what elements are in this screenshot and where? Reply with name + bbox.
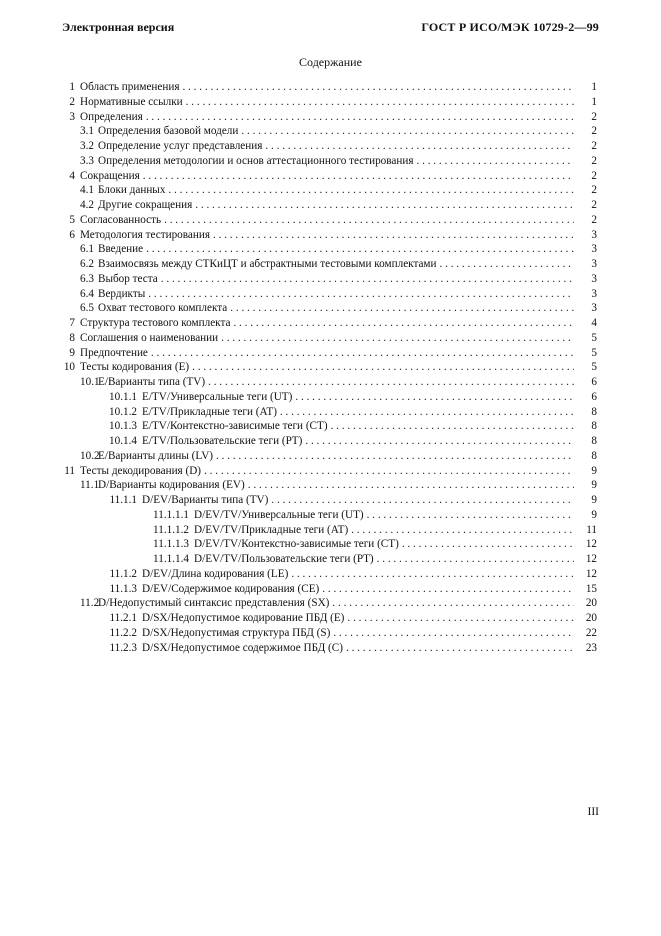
toc-entry-page: 6 [591, 376, 597, 388]
toc-entry[interactable] [62, 169, 597, 184]
toc-entry-page: 2 [591, 213, 597, 226]
toc-entry-page: 3 [591, 258, 597, 270]
toc-entry-page: 11 [586, 523, 597, 536]
toc-dot-leader [146, 242, 574, 257]
toc-entry-number: 11.2.2 [109, 626, 137, 639]
toc-entry-label: D/EV/TV/Пользовательские теги (PT) [194, 553, 374, 565]
toc-dot-leader [143, 169, 574, 184]
toc-dot-leader [168, 183, 574, 198]
toc-dot-leader [161, 272, 574, 287]
toc-entry[interactable] [62, 478, 597, 493]
toc-dot-leader [265, 139, 574, 154]
toc-entry-number: 11.2.1 [109, 612, 137, 624]
toc-entry-label: Вердикты [98, 287, 146, 300]
toc-entry-number: 11.2 [80, 597, 100, 610]
toc-entry-number: 10 [63, 361, 75, 374]
toc-entry-page: 2 [591, 125, 597, 138]
toc-entry-label: Область применения [80, 81, 180, 93]
toc-entry-page: 3 [591, 228, 597, 241]
toc-entry-number: 10.1.2 [109, 405, 137, 418]
toc-entry[interactable] [62, 405, 597, 420]
toc-dot-leader [204, 464, 574, 479]
toc-entry-number: 1 [69, 81, 75, 93]
toc-dot-leader [208, 375, 574, 390]
toc-entry-label: Предпочтение [80, 346, 148, 359]
table-of-contents [62, 80, 597, 655]
toc-entry-label: D/EV/TV/Прикладные теги (AT) [194, 523, 349, 536]
toc-entry-page: 9 [591, 479, 597, 492]
toc-entry-number: 7 [69, 317, 75, 329]
toc-entry-label: D/EV/Варианты типа (TV) [142, 494, 269, 506]
toc-dot-leader [417, 154, 575, 169]
toc-entry[interactable] [62, 80, 597, 95]
toc-entry-page: 23 [585, 641, 597, 654]
toc-entry-label: E/TV/Универсальные теги (UT) [142, 390, 293, 403]
toc-entry[interactable] [62, 596, 597, 611]
toc-dot-leader [192, 360, 574, 375]
toc-entry-label: E/Варианты типа (TV) [98, 376, 206, 388]
toc-entry[interactable] [62, 419, 597, 434]
toc-entry-label: Соглашения о наименовании [80, 331, 219, 344]
toc-entry-label: Нормативные ссылки [80, 95, 183, 108]
toc-entry[interactable] [62, 331, 597, 346]
toc-dot-leader [346, 641, 574, 656]
toc-entry-page: 6 [591, 390, 597, 403]
toc-entry-label: Введение [98, 243, 144, 256]
toc-entry-label: E/TV/Контекстно-зависимые теги (CT) [142, 420, 328, 433]
toc-entry[interactable] [62, 626, 597, 641]
toc-entry-number: 11.1 [80, 479, 100, 492]
toc-entry-page: 9 [591, 464, 597, 477]
toc-entry-page: 20 [585, 597, 597, 610]
toc-dot-leader [148, 287, 574, 302]
toc-dot-leader [213, 228, 574, 243]
toc-entry-number: 4.1 [80, 184, 94, 197]
toc-entry-page: 4 [591, 317, 597, 329]
toc-entry[interactable] [62, 183, 597, 198]
toc-entry-page: 8 [591, 405, 597, 418]
toc-entry-page: 2 [591, 169, 597, 182]
toc-dot-leader [351, 523, 574, 538]
toc-entry[interactable] [62, 611, 597, 626]
toc-entry-number: 6.3 [80, 272, 94, 285]
toc-dot-leader [186, 95, 574, 110]
toc-dot-leader [195, 198, 574, 213]
toc-entry[interactable] [62, 110, 597, 125]
toc-entry-label: Определения методологии и основ аттестационного тестирования [98, 154, 414, 167]
toc-entry-label: Методология тестирования [80, 228, 210, 241]
toc-entry-number: 6.5 [80, 302, 94, 315]
toc-dot-leader [182, 80, 574, 95]
toc-entry-label: D/SX/Недопустимое содержимое ПБД (С) [142, 641, 343, 654]
toc-entry-number: 11.1.1.3 [153, 538, 189, 551]
toc-entry-label: Блоки данных [98, 184, 166, 197]
toc-entry[interactable] [62, 464, 597, 479]
toc-entry[interactable] [62, 346, 597, 361]
toc-entry-label: E/TV/Пользовательские теги (PT) [142, 435, 303, 447]
toc-entry-label: D/EV/Содержимое кодирования (CE) [142, 582, 320, 595]
toc-entry[interactable] [62, 523, 597, 538]
toc-dot-leader [331, 419, 574, 434]
toc-entry-page: 2 [591, 154, 597, 167]
toc-entry-page: 1 [591, 81, 597, 93]
toc-entry[interactable] [62, 375, 597, 390]
header-standard-code: ГОСТ Р ИСО/МЭК 10729-2—99 [421, 20, 599, 34]
toc-entry-label: Выбор теста [98, 272, 158, 285]
toc-dot-leader [233, 316, 574, 331]
toc-entry-label: Сокращения [80, 169, 140, 182]
toc-entry-page: 1 [591, 95, 597, 108]
toc-entry-number: 8 [69, 331, 75, 344]
toc-entry-page: 15 [585, 582, 597, 595]
toc-entry-label: D/EV/TV/Универсальные теги (UT) [194, 508, 364, 521]
toc-entry-number: 2 [69, 95, 75, 108]
toc-entry-label: D/SX/Недопустимая структура ПБД (S) [142, 626, 331, 639]
toc-entry[interactable] [62, 316, 597, 331]
toc-dot-leader [322, 582, 574, 597]
toc-entry[interactable] [62, 360, 597, 375]
toc-entry-number: 3 [69, 110, 75, 123]
toc-entry[interactable] [62, 95, 597, 110]
toc-entry[interactable] [62, 567, 597, 582]
header-edition-label: Электронная версия [62, 20, 175, 34]
toc-dot-leader [230, 301, 574, 316]
toc-entry-number: 11.1.1 [109, 494, 137, 506]
toc-entry-label: Определение услуг представления [98, 140, 263, 152]
toc-dot-leader [295, 390, 574, 405]
toc-dot-leader [402, 537, 574, 552]
toc-entry-label: Согласованность [80, 213, 162, 226]
page-number: III [587, 806, 599, 818]
toc-entry-page: 2 [591, 199, 597, 211]
toc-dot-leader [216, 449, 574, 464]
toc-entry-page: 12 [585, 538, 597, 551]
toc-dot-leader [332, 596, 574, 611]
toc-dot-leader [305, 434, 574, 449]
toc-entry-number: 6.1 [80, 243, 94, 256]
toc-entry-page: 8 [591, 449, 597, 462]
toc-dot-leader [146, 110, 574, 125]
toc-entry-page: 2 [591, 110, 597, 123]
toc-entry-page: 3 [591, 287, 597, 300]
toc-entry-number: 9 [69, 346, 75, 359]
toc-dot-leader [333, 626, 574, 641]
toc-dot-leader [151, 346, 574, 361]
toc-entry[interactable] [62, 449, 597, 464]
toc-entry[interactable] [62, 434, 597, 449]
toc-entry-number: 11.1.1.2 [153, 523, 189, 536]
toc-entry-number: 3.2 [80, 140, 94, 152]
toc-entry[interactable] [62, 154, 597, 169]
toc-entry-page: 9 [591, 508, 597, 521]
toc-entry[interactable] [62, 242, 597, 257]
toc-dot-leader [377, 552, 574, 567]
toc-entry[interactable] [62, 537, 597, 552]
toc-entry-number: 5 [69, 213, 75, 226]
toc-dot-leader [440, 257, 574, 272]
toc-dot-leader [241, 124, 574, 139]
toc-entry-page: 9 [591, 494, 597, 506]
toc-dot-leader [291, 567, 574, 582]
toc-entry-page: 2 [591, 184, 597, 197]
toc-entry-label: D/EV/TV/Контекстно-зависимые теги (CT) [194, 538, 399, 551]
toc-entry[interactable] [62, 493, 597, 508]
toc-entry-label: D/Недопустимый синтаксис представления (SX) [98, 597, 330, 610]
toc-entry-number: 6.2 [80, 258, 94, 270]
toc-entry-number: 10.2 [80, 449, 100, 462]
toc-dot-leader [367, 508, 574, 523]
toc-entry-number: 10.1 [80, 376, 100, 388]
toc-entry[interactable] [62, 272, 597, 287]
toc-entry-page: 20 [585, 612, 597, 624]
toc-entry-label: Определения базовой модели [98, 125, 239, 138]
toc-entry-page: 12 [585, 567, 597, 580]
toc-entry-number: 6 [69, 228, 75, 241]
toc-entry-page: 5 [591, 346, 597, 359]
toc-entry[interactable] [62, 582, 597, 597]
toc-dot-leader [347, 611, 574, 626]
toc-entry[interactable] [62, 139, 597, 154]
toc-entry[interactable] [62, 390, 597, 405]
toc-entry[interactable] [62, 213, 597, 228]
toc-entry-page: 3 [591, 302, 597, 315]
toc-entry-number: 11 [64, 464, 75, 477]
toc-entry[interactable] [62, 508, 597, 523]
toc-entry-number: 3.3 [80, 154, 94, 167]
toc-dot-leader [248, 478, 574, 493]
toc-entry-page: 5 [591, 331, 597, 344]
toc-entry[interactable] [62, 228, 597, 243]
toc-entry-number: 11.1.3 [109, 582, 137, 595]
toc-title: Содержание [299, 55, 362, 69]
toc-entry-number: 6.4 [80, 287, 94, 300]
toc-entry-label: D/EV/Длина кодирования (LE) [142, 567, 289, 580]
toc-entry-number: 4 [69, 169, 75, 182]
toc-entry-page: 12 [585, 553, 597, 565]
toc-entry-page: 2 [591, 140, 597, 152]
toc-entry-number: 11.2.3 [109, 641, 137, 654]
toc-entry-number: 11.1.2 [109, 567, 137, 580]
toc-entry[interactable] [62, 124, 597, 139]
toc-entry-number: 11.1.1.4 [153, 553, 189, 565]
toc-entry-page: 3 [591, 272, 597, 285]
toc-entry-number: 10.1.3 [109, 420, 137, 433]
toc-entry[interactable] [62, 257, 597, 272]
toc-entry-number: 11.1.1.1 [153, 508, 189, 521]
toc-entry[interactable] [62, 641, 597, 656]
toc-entry-page: 5 [591, 361, 597, 374]
toc-entry-label: Определения [80, 110, 143, 123]
toc-entry-label: Тесты декодирования (D) [80, 464, 202, 477]
toc-entry-page: 22 [585, 626, 597, 639]
toc-entry-number: 3.1 [80, 125, 94, 138]
toc-entry-label: D/SX/Недопустимое кодирование ПБД (Е) [142, 612, 345, 624]
toc-dot-leader [280, 405, 574, 420]
toc-entry-label: E/Варианты длины (LV) [98, 449, 214, 462]
toc-dot-leader [164, 213, 574, 228]
toc-entry[interactable] [62, 552, 597, 567]
toc-entry-label: Другие сокращения [98, 199, 193, 211]
toc-entry-page: 3 [591, 243, 597, 256]
toc-entry-label: Тесты кодирования (Е) [80, 361, 190, 374]
toc-entry-number: 4.2 [80, 199, 94, 211]
toc-entry-number: 10.1.1 [109, 390, 137, 403]
toc-entry-label: Охват тестового комплекта [98, 302, 228, 315]
toc-entry-number: 10.1.4 [109, 435, 137, 447]
toc-entry-label: D/Варианты кодирования (EV) [98, 479, 245, 492]
toc-entry-page: 8 [591, 435, 597, 447]
toc-entry-label: Структура тестового комплекта [80, 317, 231, 329]
toc-dot-leader [271, 493, 574, 508]
toc-dot-leader [221, 331, 574, 346]
toc-entry-label: E/TV/Прикладные теги (AT) [142, 405, 277, 418]
toc-entry-label: Взаимосвязь между СТКиЦТ и абстрактными тестовыми комплектами [98, 258, 437, 270]
toc-entry-page: 8 [591, 420, 597, 433]
toc-entry[interactable] [62, 287, 597, 302]
toc-entry[interactable] [62, 301, 597, 316]
toc-entry[interactable] [62, 198, 597, 213]
